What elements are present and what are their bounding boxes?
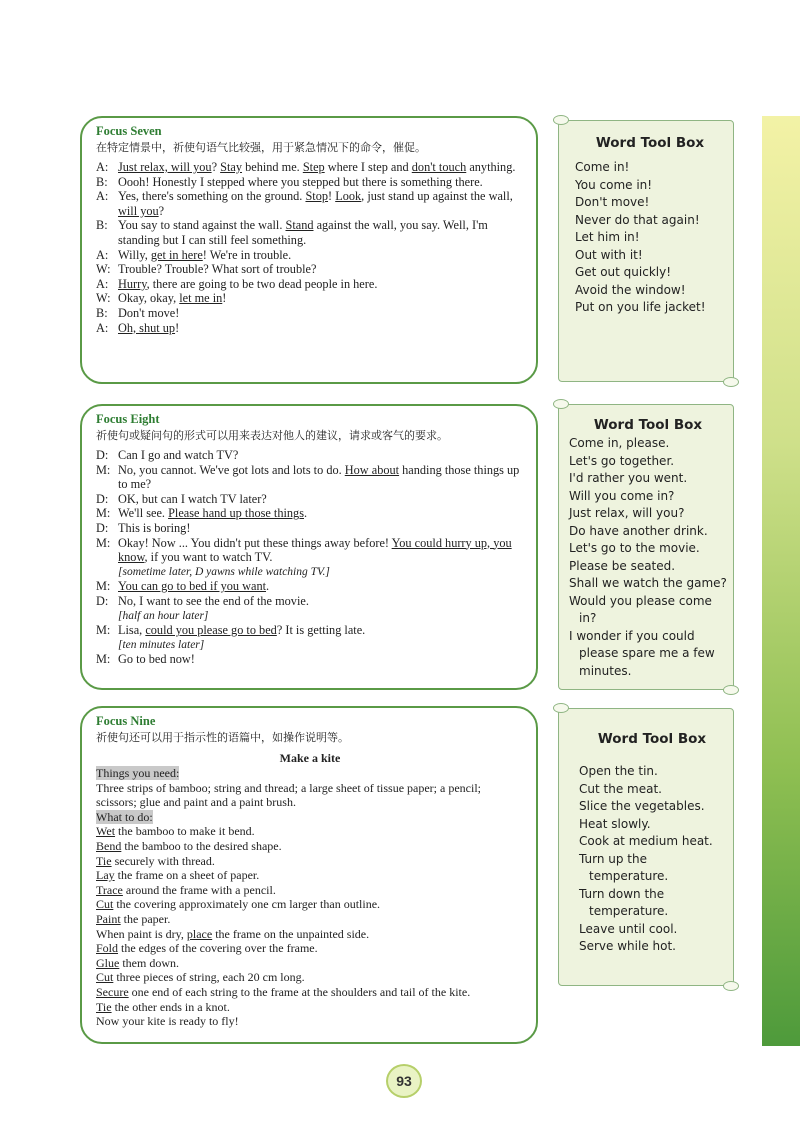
word-tool-item: Serve while hot. <box>579 939 676 953</box>
word-tool-item: Let him in! <box>575 230 640 244</box>
speaker-label: D: <box>96 593 109 608</box>
underlined-phrase: How about <box>344 462 400 477</box>
text-segment: the bamboo to the desired shape. <box>121 838 282 853</box>
underlined-phrase: Bend <box>96 838 122 853</box>
speaker-label: D: <box>96 448 109 462</box>
scroll-curl-icon <box>553 703 569 713</box>
word-tool-box-1 <box>558 120 734 382</box>
text-segment: Trouble? Trouble? What sort of trouble? <box>118 262 317 277</box>
stage-direction: [sometime later, D yawns while watching TV.] <box>118 565 330 578</box>
instruction-line <box>96 897 524 912</box>
instruction-line <box>96 956 524 971</box>
dialogue-line <box>96 536 524 565</box>
speaker-label: M: <box>96 623 111 638</box>
text-segment: behind me. <box>242 160 303 174</box>
dialogue-line <box>96 321 524 336</box>
page-number: 93 <box>386 1064 422 1098</box>
text-segment: Three strips of bamboo; string and thread; a large sheet of tissue paper; a pencil; scissors; glue and paint and a paint brush. <box>96 780 481 810</box>
speaker-label: M: <box>96 652 111 667</box>
speaker-label: B: <box>96 174 108 189</box>
text-segment: the edges of the covering over the frame. <box>118 941 318 956</box>
instruction-line <box>96 766 524 781</box>
word-tool-item: Cook at medium heat. <box>579 834 713 848</box>
text-segment: Okay, okay, <box>118 291 180 306</box>
focus-seven-box <box>80 116 538 384</box>
dialogue-line <box>96 248 524 263</box>
underlined-phrase: Cut <box>96 970 114 985</box>
word-tool-item: Never do that again! <box>575 212 700 227</box>
instruction-line <box>96 1000 524 1015</box>
text-segment: where I step and <box>324 160 412 174</box>
text-segment: , there are going to be two dead people in here. <box>146 276 378 291</box>
text-segment: the frame on a sheet of paper. <box>114 868 260 883</box>
speaker-label: A: <box>96 276 109 291</box>
text-segment: the other ends in a knot. <box>111 999 230 1014</box>
scroll-curl-icon <box>723 981 739 991</box>
text-segment: We'll see. <box>118 506 169 521</box>
speaker-label: W: <box>96 262 111 277</box>
text-segment: ? <box>211 160 221 174</box>
dialogue-line <box>96 521 524 536</box>
word-tool-item: Just relax, will you? <box>569 506 685 520</box>
word-tool-item: Avoid the window! <box>575 282 686 297</box>
text-segment: anything. <box>466 160 516 174</box>
focus-eight-dialogue <box>96 448 524 667</box>
word-tool-item: Come in, please. <box>569 436 670 450</box>
kite-heading: Make a kite <box>279 751 341 765</box>
instruction-line <box>96 985 524 1000</box>
word-tool-item: Leave until cool. <box>579 921 678 936</box>
focus-seven-title: Focus Seven <box>96 124 162 138</box>
instruction-line <box>96 824 524 839</box>
text-segment: them down. <box>119 955 179 970</box>
underlined-phrase: Glue <box>96 955 120 970</box>
speaker-label: B: <box>96 305 108 320</box>
speaker-label: B: <box>96 218 108 233</box>
dialogue-line <box>96 160 524 175</box>
text-segment: Don't move! <box>118 305 180 320</box>
text-segment: ! <box>175 320 180 335</box>
speaker-label: D: <box>96 520 109 535</box>
underlined-phrase: could you please go to bed <box>145 623 277 638</box>
text-segment: the frame on the unpainted side. <box>212 926 370 941</box>
underlined-phrase: get in here <box>150 247 203 262</box>
dialogue-line <box>96 463 524 492</box>
text-segment: the covering approximately one cm larger than outline. <box>113 897 381 912</box>
word-tool-item: Don't move! <box>575 195 650 209</box>
word-tool-box-1-items <box>575 159 725 317</box>
text-segment: Can I go and watch TV? <box>118 448 239 462</box>
word-tool-item: Slice the vegetables. <box>579 799 705 813</box>
text-segment: When paint is dry, <box>96 926 187 941</box>
word-tool-box-1-title: Word Tool Box <box>595 135 705 151</box>
speaker-label: M: <box>96 579 111 594</box>
text-segment: This is boring! <box>118 520 191 535</box>
underlined-phrase: Stay <box>220 160 243 174</box>
text-segment: , if you want to watch TV. <box>144 550 273 565</box>
underlined-phrase: Cut <box>96 897 114 912</box>
dialogue-line <box>96 448 524 463</box>
instruction-line <box>96 854 524 869</box>
text-segment: You say to stand against the wall. <box>118 218 286 233</box>
dialogue-line <box>96 623 524 638</box>
text-segment: Go to bed now! <box>118 652 195 667</box>
text-segment: Lisa, <box>118 623 146 638</box>
dialogue-line <box>96 594 524 609</box>
stage-direction: [ten minutes later] <box>118 638 205 651</box>
side-color-bar <box>762 116 800 1046</box>
underlined-phrase: Step <box>302 160 325 174</box>
word-tool-item: Do have another drink. <box>569 523 708 538</box>
speaker-label: M: <box>96 535 111 550</box>
word-tool-box-3 <box>558 708 734 986</box>
text-segment: No, you cannot. We've got lots and lots to do. <box>118 462 345 477</box>
text-segment: ! <box>328 189 336 204</box>
dialogue-line <box>96 218 524 247</box>
focus-eight-title: Focus Eight <box>96 412 160 426</box>
underlined-phrase: Please hand up those things <box>168 506 304 521</box>
text-segment: ? <box>158 203 165 218</box>
instruction-line <box>96 883 524 898</box>
word-tool-item: Will you come in? <box>569 488 675 503</box>
word-tool-item: I'd rather you went. <box>569 471 688 485</box>
word-tool-item: Heat slowly. <box>579 816 651 831</box>
scroll-curl-icon <box>553 115 569 125</box>
speaker-label: A: <box>96 320 109 335</box>
focus-nine-instructions <box>96 766 524 1029</box>
word-tool-box-2 <box>558 404 734 690</box>
speaker-label: M: <box>96 462 111 477</box>
text-segment: ! We're in trouble. <box>202 247 292 262</box>
focus-nine-description: 祈使句还可以用于指示性的语篇中，如操作说明等。 <box>96 731 349 744</box>
word-tool-item: I wonder if you could please spare me a few minutes. <box>569 628 715 678</box>
underlined-phrase: Fold <box>96 941 119 956</box>
instruction-line <box>96 912 524 927</box>
word-tool-item: Out with it! <box>575 247 643 262</box>
instruction-line <box>96 868 524 883</box>
underlined-phrase: will you <box>118 203 159 218</box>
instruction-line <box>96 970 524 985</box>
word-tool-item: Please be seated. <box>569 558 676 573</box>
instruction-line <box>96 1014 524 1029</box>
text-segment: against the wall, you say. Well, I'm standing but I can still feel something. <box>118 218 488 247</box>
text-segment: securely with thread. <box>111 853 215 868</box>
text-segment: What to do: <box>96 809 153 824</box>
instruction-line <box>96 781 524 810</box>
underlined-phrase: Hurry <box>118 276 147 291</box>
underlined-phrase: Trace <box>96 882 123 897</box>
instruction-line <box>96 839 524 854</box>
underlined-phrase: Lay <box>96 868 115 883</box>
speaker-label: M: <box>96 506 111 521</box>
text-segment: the bamboo to make it bend. <box>115 824 255 839</box>
dialogue-line <box>96 189 524 218</box>
text-segment: handing those things up to me? <box>118 462 520 492</box>
focus-seven-dialogue <box>96 160 524 335</box>
underlined-phrase: You could hurry up, you know <box>118 535 512 565</box>
focus-eight-description: 祈使句或疑问句的形式可以用来表达对他人的建议，请求或客气的要求。 <box>96 429 448 442</box>
text-segment: . <box>304 506 308 521</box>
underlined-phrase: don't touch <box>411 160 467 174</box>
stage-direction: [half an hour later] <box>118 609 209 622</box>
word-tool-item: Let's go to the movie. <box>569 541 700 555</box>
word-tool-item: Put on you life jacket! <box>575 300 706 314</box>
text-segment: ! <box>222 291 227 306</box>
text-segment: ? It is getting late. <box>276 623 366 638</box>
focus-nine-title: Focus Nine <box>96 714 156 728</box>
speaker-label: A: <box>96 160 109 174</box>
instruction-line <box>96 810 524 825</box>
dialogue-line <box>96 579 524 594</box>
word-tool-box-2-title: Word Tool Box <box>593 417 703 433</box>
underlined-phrase: let me in <box>179 291 223 306</box>
dialogue-line <box>96 262 524 277</box>
underlined-phrase: Wet <box>96 824 116 839</box>
text-segment: the paper. <box>120 911 171 926</box>
text-segment: , just stand up against the wall, <box>361 189 513 204</box>
word-tool-item: Would you please come in? <box>569 593 712 625</box>
underlined-phrase: Look <box>335 189 362 204</box>
focus-nine-box <box>80 706 538 1044</box>
speaker-label: W: <box>96 291 111 306</box>
word-tool-item: Cut the meat. <box>579 781 662 796</box>
focus-seven-description: 在特定情景中，祈使句语气比较强，用于紧急情况下的命令，催促。 <box>96 141 426 154</box>
text-segment: OK, but can I watch TV later? <box>118 491 267 506</box>
underlined-phrase: Stand <box>285 218 314 233</box>
dialogue-line <box>96 277 524 292</box>
underlined-phrase: Paint <box>96 911 121 926</box>
word-tool-item: Get out quickly! <box>575 265 672 279</box>
speaker-label: A: <box>96 189 109 204</box>
text-segment: . <box>266 579 270 594</box>
dialogue-line <box>96 306 524 321</box>
text-segment: Things you need: <box>96 766 180 780</box>
word-tool-item: Come in! <box>575 160 630 174</box>
speaker-label: A: <box>96 247 109 262</box>
dialogue-line <box>96 492 524 507</box>
instruction-line <box>96 941 524 956</box>
focus-eight-box <box>80 404 538 690</box>
text-segment: Oooh! Honestly I stepped where you stepped but there is something there. <box>118 174 483 189</box>
underlined-phrase: Oh, shut up <box>118 320 176 335</box>
word-tool-item: Turn down the temperature. <box>579 886 669 918</box>
word-tool-box-3-title: Word Tool Box <box>597 731 707 747</box>
underlined-phrase: Secure <box>96 984 129 999</box>
underlined-phrase: Tie <box>96 999 112 1014</box>
word-tool-item: Open the tin. <box>579 764 658 778</box>
speaker-label: D: <box>96 491 109 506</box>
text-segment: Willy, <box>118 247 151 262</box>
word-tool-item: Shall we watch the game? <box>569 576 727 590</box>
word-tool-box-3-items <box>579 763 725 956</box>
text-segment: around the frame with a pencil. <box>122 882 276 897</box>
word-tool-box-2-items <box>569 435 727 680</box>
word-tool-item: You come in! <box>575 177 653 192</box>
word-tool-item: Let's go together. <box>569 453 675 468</box>
dialogue-line <box>96 506 524 521</box>
dialogue-line <box>96 652 524 667</box>
dialogue-line <box>96 175 524 190</box>
text-segment: Now your kite is ready to fly! <box>96 1014 239 1029</box>
underlined-phrase: Tie <box>96 853 112 868</box>
text-segment: three pieces of string, each 20 cm long. <box>113 970 305 985</box>
underlined-phrase: Stop <box>305 189 329 204</box>
underlined-phrase: You can go to bed if you want <box>118 579 267 594</box>
text-segment: Okay! Now ... You didn't put these things away before! <box>118 535 392 550</box>
scroll-curl-icon <box>723 685 739 695</box>
underlined-phrase: Just relax, will you <box>118 160 212 174</box>
scroll-curl-icon <box>553 399 569 409</box>
text-segment: one end of each string to the frame at the shoulders and tail of the kite. <box>128 984 471 999</box>
text-segment: Yes, there's something on the ground. <box>118 189 306 204</box>
dialogue-line <box>96 291 524 306</box>
scroll-curl-icon <box>723 377 739 387</box>
underlined-phrase: place <box>186 926 213 941</box>
instruction-line <box>96 927 524 942</box>
word-tool-item: Turn up the temperature. <box>579 851 669 883</box>
text-segment: No, I want to see the end of the movie. <box>118 593 309 608</box>
